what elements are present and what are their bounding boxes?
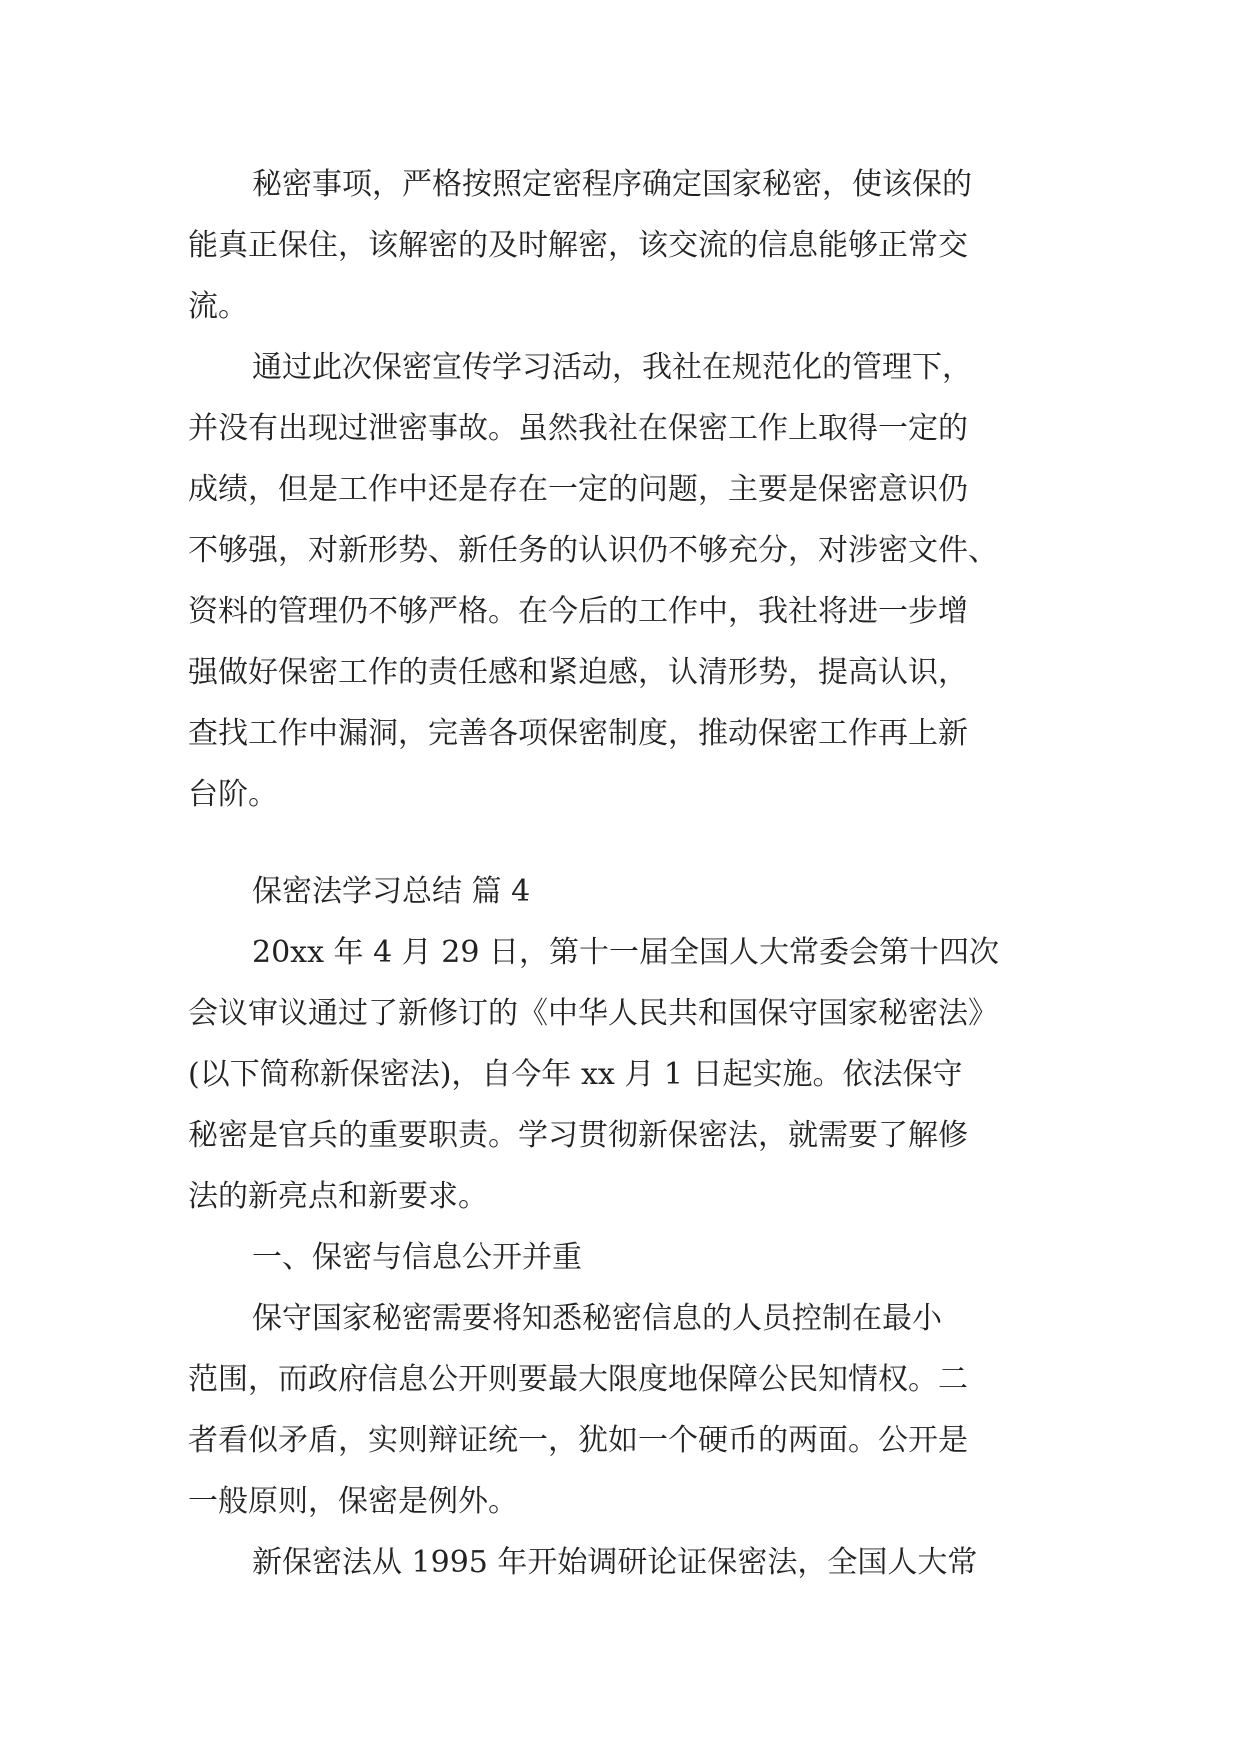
paragraph-line: 法的新亮点和新要求。 <box>188 1179 488 1214</box>
paragraph-line: 一般原则，保密是例外。 <box>188 1484 518 1519</box>
paragraph-line: 者看似矛盾，实则辩证统一，犹如一个硬币的两面。公开是 <box>188 1423 968 1458</box>
paragraph-line: 流。 <box>188 289 248 324</box>
paragraph-line: 新保密法从 1995 年开始调研论证保密法，全国人大常 <box>252 1545 978 1580</box>
paragraph-line: 强做好保密工作的责任感和紧迫感，认清形势，提高认识， <box>188 655 968 690</box>
paragraph-line: 秘密是官兵的重要职责。学习贯彻新保密法，就需要了解修 <box>188 1118 968 1153</box>
paragraph-line: 能真正保住，该解密的及时解密，该交流的信息能够正常交 <box>188 228 968 263</box>
paragraph-line: 会议审议通过了新修订的《中华人民共和国保守国家秘密法》 <box>188 996 998 1031</box>
paragraph-line: 秘密事项，严格按照定密程序确定国家秘密，使该保的 <box>252 167 972 202</box>
paragraph-line: 保守国家秘密需要将知悉秘密信息的人员控制在最小 <box>252 1301 942 1336</box>
paragraph-line: 台阶。 <box>188 777 278 812</box>
section-heading: 保密法学习总结 篇 4 <box>252 874 531 909</box>
paragraph-line: (以下简称新保密法)，自今年 xx 月 1 日起实施。依法保守 <box>188 1057 963 1092</box>
paragraph-line: 资料的管理仍不够严格。在今后的工作中，我社将进一步增 <box>188 594 968 629</box>
paragraph-line: 通过此次保密宣传学习活动，我社在规范化的管理下， <box>252 350 972 385</box>
paragraph-line: 范围，而政府信息公开则要最大限度地保障公民知情权。二 <box>188 1362 968 1397</box>
paragraph-line: 20xx 年 4 月 29 日，第十一届全国人大常委会第十四次 <box>252 935 999 970</box>
paragraph-line: 查找工作中漏洞，完善各项保密制度，推动保密工作再上新 <box>188 716 968 751</box>
paragraph-line: 成绩，但是工作中还是存在一定的问题，主要是保密意识仍 <box>188 472 968 507</box>
subheading: 一、保密与信息公开并重 <box>252 1240 582 1275</box>
paragraph-line: 并没有出现过泄密事故。虽然我社在保密工作上取得一定的 <box>188 411 968 446</box>
paragraph-line: 不够强，对新形势、新任务的认识仍不够充分，对涉密文件、 <box>188 533 998 568</box>
